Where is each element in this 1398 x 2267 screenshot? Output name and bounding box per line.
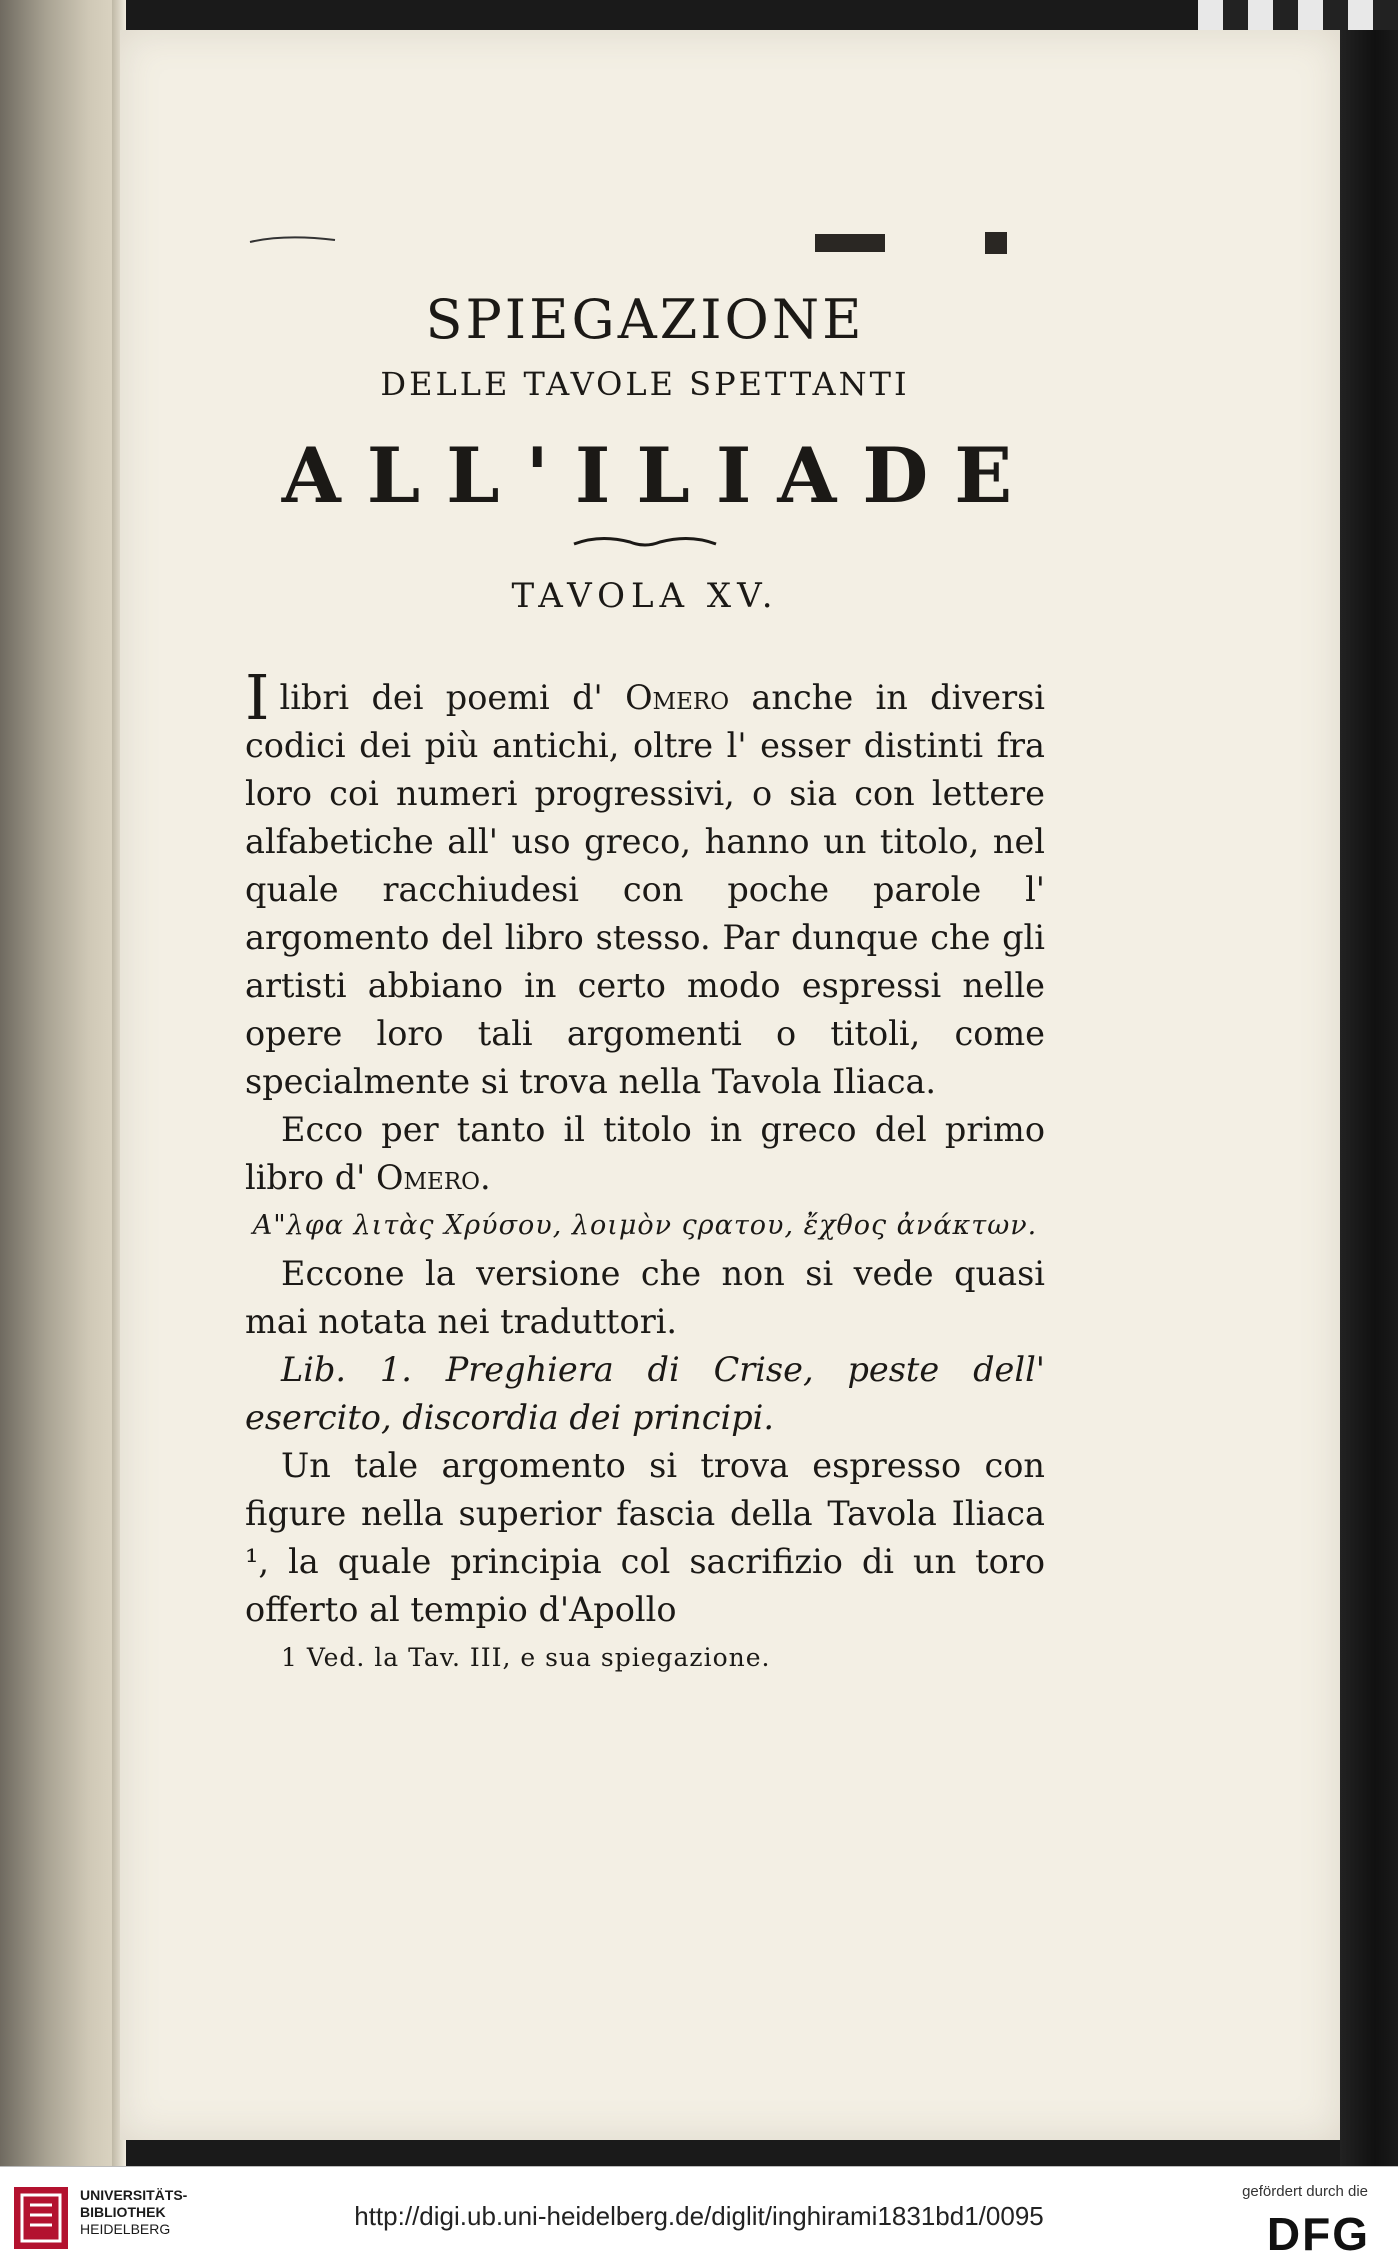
greek-title: Α"λφα λιτὰς Χρύσου, λοιμὸν ςρατου, ἔχθος ἀνάκτων. [252,1210,1038,1241]
paragraph-4: Lib. 1. Preghiera di Crise, peste dell' esercito, discordia dei principi. [245,1350,1045,1437]
footnote: 1 Ved. la Tav. III, e sua spiegazione. [281,1643,771,1672]
paragraph-3: Eccone la versione che non si vede quasi mai notata nei traduttori. [245,1254,1045,1341]
paragraph-5: Un tale argomento si trova espresso con figure nella superior fascia della Tavola Iliaca ¹, la quale principia col sacrifizio di un toro offerto al tempio d'Apollo [245,1446,1045,1629]
funding-note: gefördert durch die [1242,2183,1368,2200]
right-page-edge [1340,0,1398,2166]
scan-color-strip [1198,0,1398,30]
ornament-swash [570,532,720,554]
author-name: Omero [376,1158,480,1197]
paragraph-2: Ecco per tanto il titolo in greco del primo libro d' Omero. [245,1110,1045,1197]
title-spiegazione: SPIEGAZIONE [425,288,865,351]
page-url-link[interactable]: http://digi.ub.uni-heidelberg.de/diglit/inghirami1831bd1/0095 [354,2201,1044,2231]
dfg-logo[interactable]: DFG [1266,2208,1370,2260]
left-page-edge [0,0,118,2166]
institution-name[interactable]: UNIVERSITÄTS- BIBLIOTHEK HEIDELBERG [80,2187,188,2237]
page-content [245,248,1045,1682]
title-iliade: ALL'ILIADE [281,431,1039,520]
subtitle-tavole: DELLE TAVOLE SPETTANTI [380,365,910,403]
viewer-footer [0,2166,1398,2267]
body-text [245,661,1045,1682]
paragraph-1: Ilibri dei poemi d' Omero anche in diversi codici dei più antichi, oltre l' esser distinti fra loro coi numeri progressivi, o sia con lettere alfabetiche all' uso greco, hanno un titolo, nel quale racchiudesi con poche parole l' argomento del libro stesso. Par dunque che gli artisti abbiano in certo modo espressi nelle opere loro tali argomenti o titoli, come specialmente si trova nella Tavola Iliaca. [245,661,1045,1101]
drop-cap: I [245,661,270,734]
plate-heading: TAVOLA XV. [511,576,779,616]
author-name: Omero [625,678,730,717]
